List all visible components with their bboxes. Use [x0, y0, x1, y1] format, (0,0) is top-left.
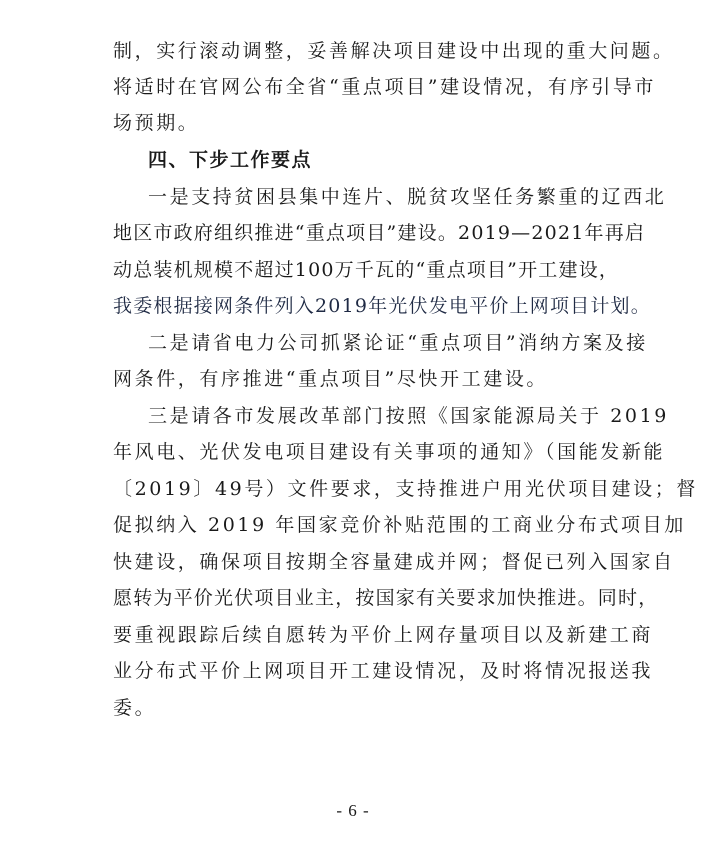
section-heading: 四、下步工作要点: [148, 149, 313, 171]
paragraph-line: 业分布式平价上网项目开工建设情况，及时将情况报送我: [113, 660, 654, 682]
page-number: - 6 -: [336, 801, 370, 820]
paragraph-line: 一是支持贫困县集中连片、脱贫攻坚任务繁重的辽西北: [148, 186, 667, 208]
paragraph-line: 制，实行滚动调整，妥善解决项目建设中出现的重大问题。: [113, 40, 675, 62]
paragraph-line: 场预期。: [113, 112, 200, 134]
paragraph-line: 动总装机规模不超过100万千瓦的“重点项目”开工建设，: [113, 259, 620, 281]
paragraph-line: 地区市政府组织推进“重点项目”建设。2019—2021年再启: [113, 222, 646, 244]
paragraph-line: 我委根据接网条件列入2019年光伏发电平价上网项目计划。: [113, 295, 651, 317]
paragraph-line: 委。: [113, 697, 157, 719]
paragraph-line: 促拟纳入 2019 年国家竞价补贴范围的工商业分布式项目加: [113, 514, 686, 536]
paragraph-line: 将适时在官网公布全省“重点项目”建设情况，有序引导市: [113, 76, 657, 98]
paragraph-line: 愿转为平价光伏项目业主，按国家有关要求加快推进。同时，: [113, 587, 659, 609]
paragraph-line: 二是请省电力公司抓紧论证“重点项目”消纳方案及接: [148, 332, 648, 354]
paragraph-line: 〔2019〕49号）文件要求，支持推进户用光伏项目建设；督: [113, 478, 698, 500]
paragraph-line: 年风电、光伏发电项目建设有关事项的通知》（国能发新能: [113, 441, 666, 463]
paragraph-line: 网条件，有序推进“重点项目”尽快开工建设。: [113, 368, 549, 390]
paragraph-line: 要重视跟踪后续自愿转为平价上网存量项目以及新建工商: [113, 624, 654, 646]
paragraph-line: 快建设，确保项目按期全容量建成并网；督促已列入国家自: [113, 551, 675, 573]
paragraph-line: 三是请各市发展改革部门按照《国家能源局关于 2019: [148, 405, 669, 427]
